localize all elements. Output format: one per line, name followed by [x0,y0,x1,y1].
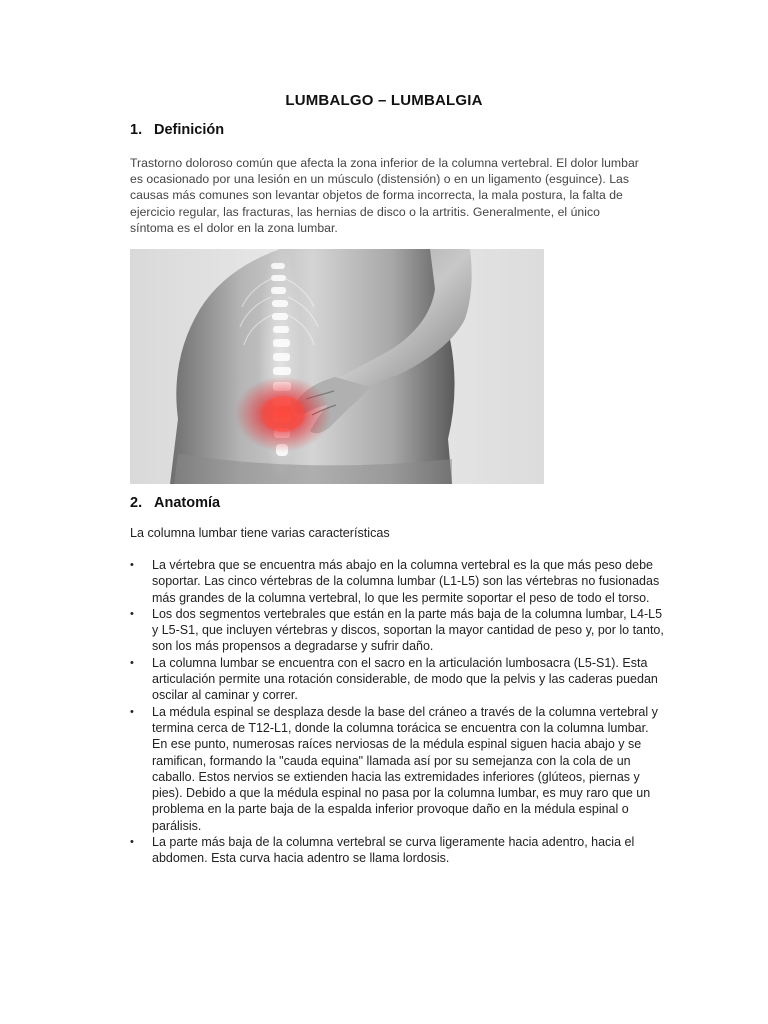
list-item [130,704,665,834]
section-heading-definicion [130,122,224,138]
section-number: 2. [130,495,143,511]
list-item-text: La vértebra que se encuentra más abajo en la columna vertebral es la que más peso debe soportar. Las cinco vértebras de la columna lumbar (L1-L5) son las vértebras no fusionadas más grandes de la columna vertebral, lo que les permite soportar el peso de todo el torso. [152,558,660,605]
section-title: Definición [154,122,225,138]
section-heading-anatomia [130,495,220,511]
section-number: 1. [130,122,143,138]
anatomy-intro: La columna lumbar tiene varias características [130,526,390,540]
bullet-icon: • [130,656,134,669]
bullet-icon: • [130,607,134,620]
back-pain-photo [130,249,544,484]
document-title: LUMBALGO – LUMBALGIA [285,92,483,109]
list-item-text: Los dos segmentos vertebrales que están en la parte más baja de la columna lumbar, L4-L5 y L5-S1, que incluyen vértebras y discos, soportan la mayor cantidad de peso y, por lo tanto, son los más propensos a degradarse y sufrir daño. [152,606,664,654]
definition-paragraph: Trastorno doloroso común que afecta la zona inferior de la columna vertebral. El dolor lumbar es ocasionado por una lesión en un músculo (distensión) o en un ligamento (esguince). Las causas más comunes son levantar objetos de forma incorrecta, la mala postura, la falta de ejercicio regular, las fracturas, las hernias de disco o la artritis. Generalmente, el único síntoma es el dolor en la zona lumbar. [130,156,639,235]
list-item-text: La columna lumbar se encuentra con el sacro en la articulación lumbosacra (L5-S1). Esta articulación permite una rotación considerable, de modo que la pelvis y las caderas puedan oscilar al caminar y correr. [152,655,658,703]
list-item [130,834,665,867]
bullet-icon: • [130,836,134,849]
bullet-icon: • [130,559,134,571]
list-item-text: La médula espinal se desplaza desde la base del cráneo a través de la columna vertebral y termina cerca de T12-L1, donde la columna torácica se encuentra con la columna lumbar. En ese punto, numerosas raíces nerviosas de la médula espinal siguen hacia abajo y se ramifican, formando la "cauda equina" llamada así por su semejanza con la cola de un caballo. Estos nervios se extienden hacia las extremidades inferiores (glúteos, piernas y pies). Debido a que la médula espinal no pasa por la columna lumbar, es muy raro que un problema en la parte baja de la espalda inferior provoque daño en la médula espinal o parálisis. [152,704,658,833]
back-pain-illustration [130,249,544,484]
bullet-icon: • [130,705,134,718]
section-title: Anatomía [154,495,221,511]
list-item-text: La parte más baja de la columna vertebral se curva ligeramente hacia adentro, hacia el abdomen. Esta curva hacia adentro se llama lordosis. [152,835,635,866]
anatomy-bullet-list [130,557,665,867]
list-item [130,557,665,606]
list-item [130,606,665,655]
list-item [130,655,665,704]
